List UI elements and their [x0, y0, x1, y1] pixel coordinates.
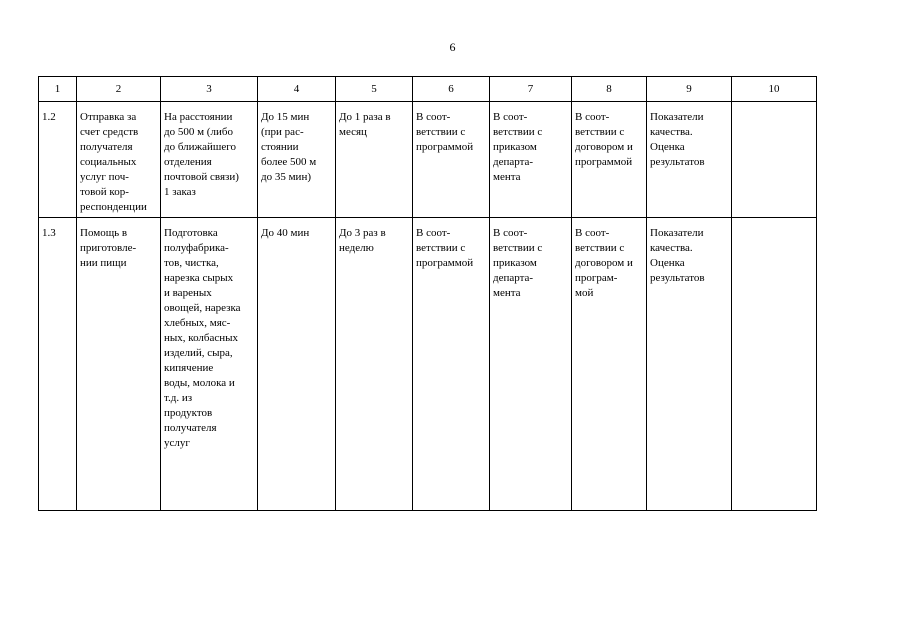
quality-cell: Показатели качества. Оценка результатов — [647, 218, 732, 511]
service-name-cell: Помощь в приготовле- нии пищи — [77, 218, 161, 511]
row-number-cell: 1.2 — [39, 102, 77, 218]
duration-cell: До 40 мин — [258, 218, 336, 511]
service-content-cell: Подготовка полуфабрика- тов, чистка, нарезка сырых и вареных овощей, нарезка хлебных, мяс- ных, колбасных изделий, сыра, кипячение воды, молока и т.д. из продуктов получателя услуг — [161, 218, 258, 511]
frequency-cell: До 3 раз в неделю — [336, 218, 413, 511]
table-cell: В соот- ветствии с договором и програм- мой — [572, 218, 647, 511]
services-table — [38, 76, 817, 511]
table-cell: В соот- ветствии с договором и программой — [572, 102, 647, 218]
header-cell: 7 — [490, 77, 572, 102]
header-cell: 2 — [77, 77, 161, 102]
header-cell: 1 — [39, 77, 77, 102]
header-cell: 9 — [647, 77, 732, 102]
table-cell: В соот- ветствии с приказом департа- мента — [490, 218, 572, 511]
row-number-cell: 1.3 — [39, 218, 77, 511]
frequency-cell: До 1 раза в месяц — [336, 102, 413, 218]
table-row — [39, 102, 817, 218]
empty-cell — [732, 218, 817, 511]
table-cell: В соот- ветствии с приказом департа- мента — [490, 102, 572, 218]
empty-cell — [732, 102, 817, 218]
quality-cell: Показатели качества. Оценка результатов — [647, 102, 732, 218]
table-row — [39, 218, 817, 511]
service-name-cell: Отправка за счет средств получателя социальных услуг поч- товой кор- респонденции — [77, 102, 161, 218]
header-cell: 10 — [732, 77, 817, 102]
page-number: 6 — [449, 40, 456, 54]
header-cell: 3 — [161, 77, 258, 102]
table-cell: В соот- ветствии с программой — [413, 102, 490, 218]
table-header-row — [39, 77, 817, 102]
header-cell: 6 — [413, 77, 490, 102]
header-cell: 4 — [258, 77, 336, 102]
service-content-cell: На расстоянии до 500 м (либо до ближайшего отделения почтовой связи) 1 заказ — [161, 102, 258, 218]
header-cell: 5 — [336, 77, 413, 102]
header-cell: 8 — [572, 77, 647, 102]
table-cell: В соот- ветствии с программой — [413, 218, 490, 511]
duration-cell: До 15 мин (при рас- стоянии более 500 м до 35 мин) — [258, 102, 336, 218]
